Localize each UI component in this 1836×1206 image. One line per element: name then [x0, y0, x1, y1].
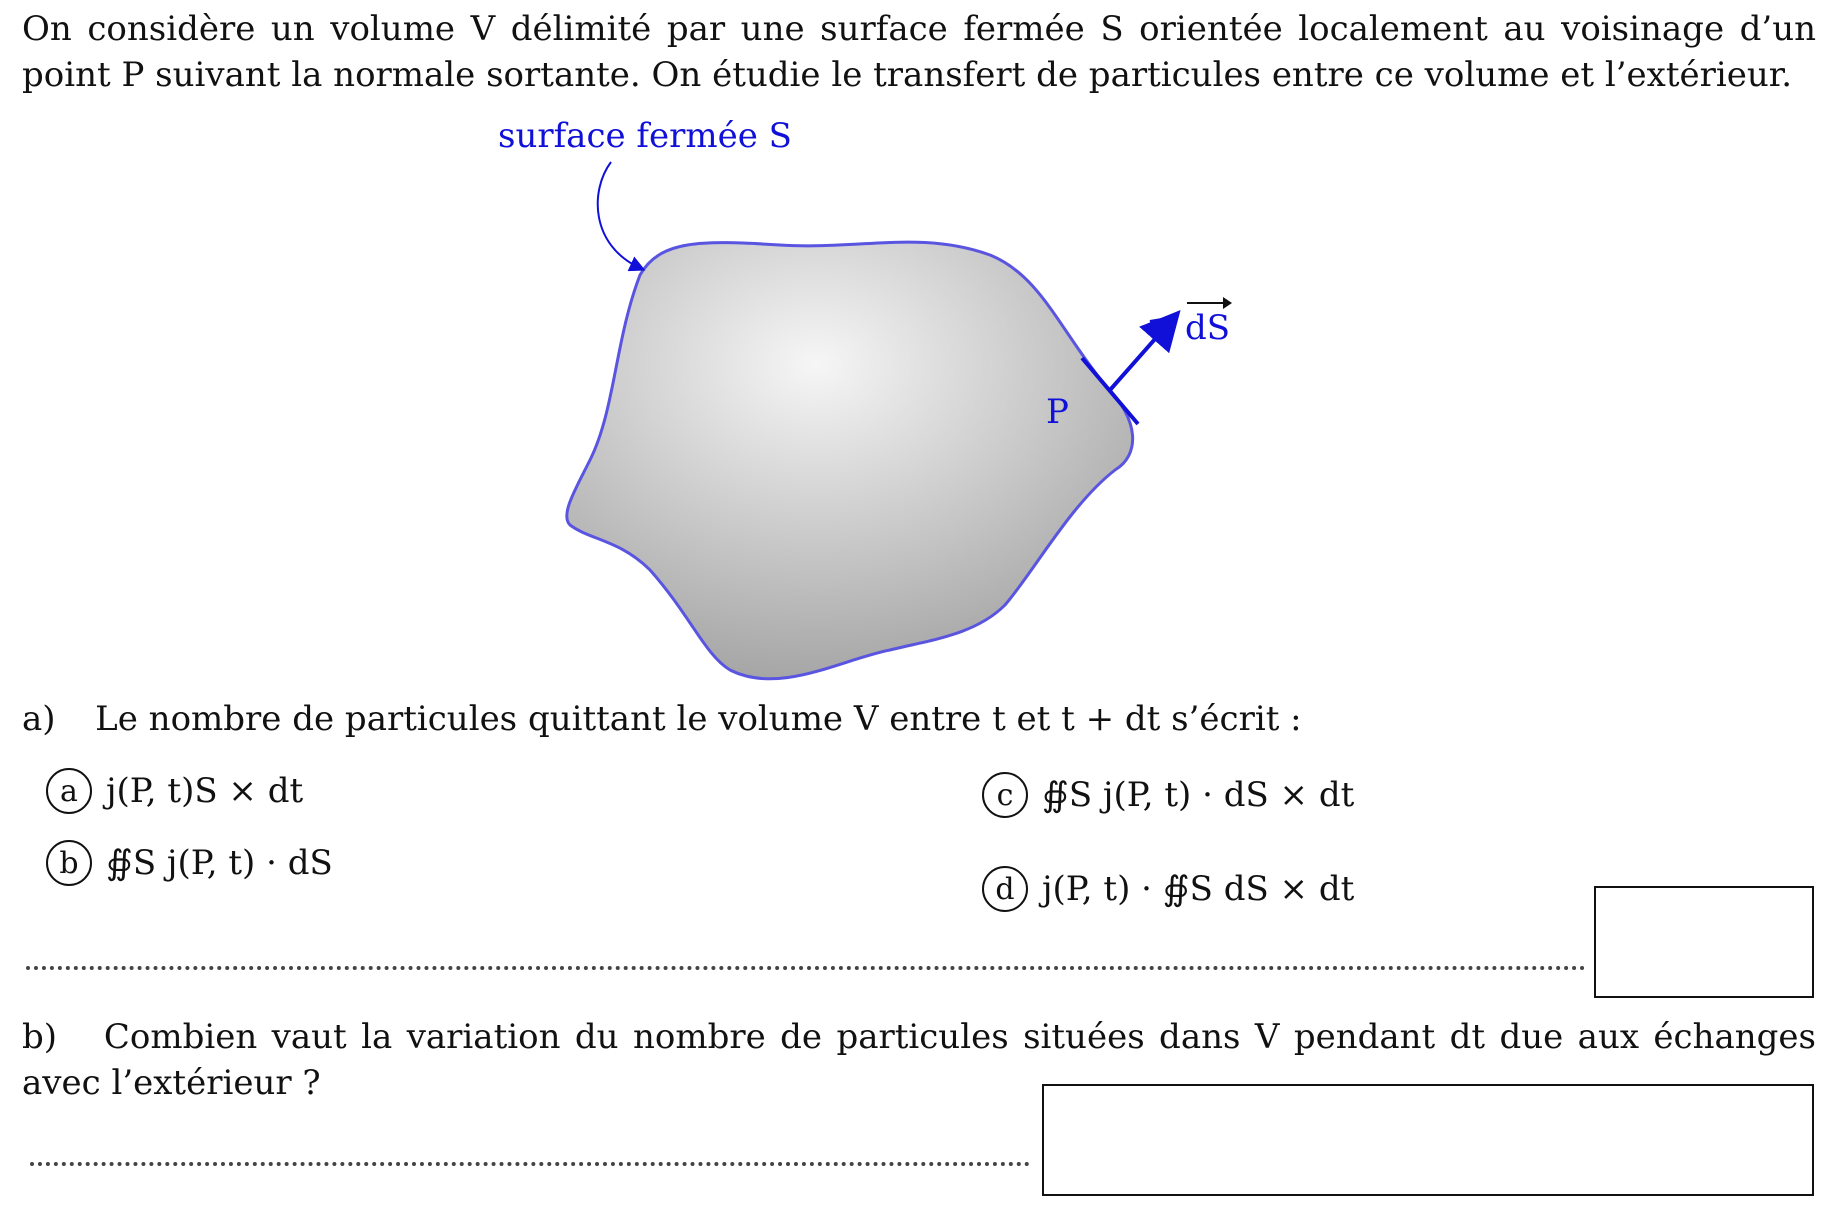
answer-b-box[interactable] [1042, 1084, 1814, 1196]
question-a-number: a) [22, 699, 56, 739]
vector-label-text: dS [1185, 308, 1231, 348]
intro-text: On considère un volume V délimité par une surface fermée S orientée localement au voisinage d’un point P suivant la normale sortante. On étudie le transfert de particules entre ce volume et l’extérieur. [22, 9, 1816, 95]
vector-label [1185, 308, 1230, 348]
answer-b-dotted-line [30, 1162, 1030, 1166]
option-a-circle[interactable]: a [46, 768, 92, 814]
option-b[interactable] [46, 840, 333, 886]
question-b-number: b) [22, 1017, 58, 1057]
answer-a-box[interactable] [1594, 886, 1814, 998]
option-c-expression: ∯S j(P, t) · dS × dt [1042, 775, 1355, 815]
surface-pointer-arrow [598, 162, 640, 268]
option-d[interactable] [982, 866, 1354, 912]
option-c-circle[interactable]: c [982, 772, 1028, 818]
normal-vector-arrowhead-right [1170, 318, 1174, 342]
option-a-expression: j(P, t)S × dt [106, 771, 304, 811]
option-b-expression: ∯S j(P, t) · dS [106, 843, 333, 883]
point-label: P [1046, 392, 1069, 432]
surface-label: surface fermée S [498, 116, 792, 156]
option-c[interactable] [982, 772, 1354, 818]
closed-surface-shape [567, 242, 1133, 679]
question-a [22, 696, 1302, 742]
question-a-text: Le nombre de particules quittant le volume V entre t et t + dt s’écrit : [95, 699, 1302, 739]
option-a[interactable] [46, 768, 303, 814]
answer-a-dotted-line [26, 966, 1586, 970]
question-b-text: Combien vaut la variation du nombre de particules situées dans V pendant dt due aux échanges avec l’extérieur ? [22, 1017, 1816, 1103]
normal-vector-arrow [1110, 322, 1170, 390]
normal-vector-arrowhead-left [1150, 318, 1174, 322]
option-d-expression: j(P, t) · ∯S dS × dt [1042, 869, 1355, 909]
option-b-circle[interactable]: b [46, 840, 92, 886]
option-d-circle[interactable]: d [982, 866, 1028, 912]
